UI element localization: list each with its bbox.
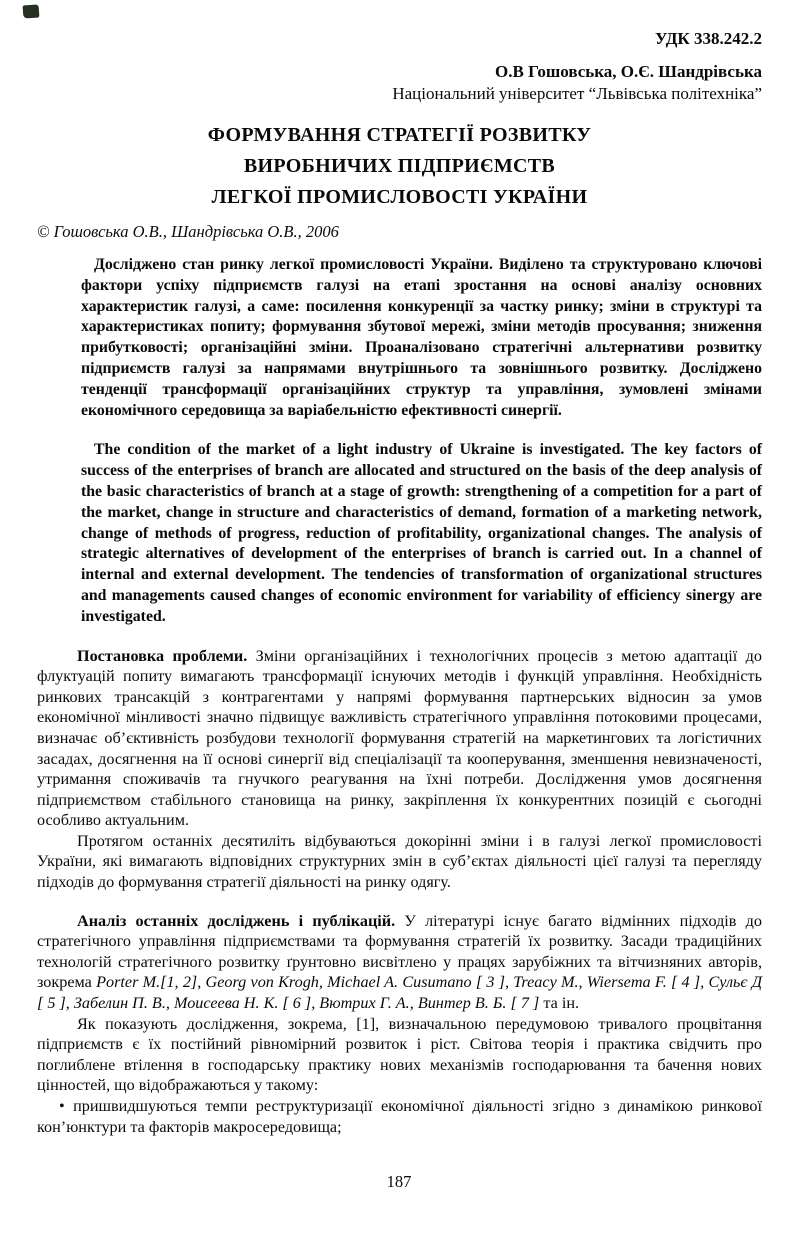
paragraph-problem-continued: Протягом останніх десятиліть відбуваються докорінні зміни і в галузі легкої промисловості України, які вимагають відповідних структурних змін в суб’єктах діяльності цієї галузі та перегляду підходів до формування стратегії діяльності на ринку одягу. [37, 831, 762, 892]
analysis-text-before: У літературі існує багато відмінних підходів до стратегічного управління підприємствами та формування стратегій їх розвитку. Засади традиційних технологій стратегічного розвитку ґрунтовно висвітлено у працях зарубіжних та вітчизняних авторів, зокрема [37, 911, 762, 992]
bullet-item [37, 1096, 762, 1137]
bullet-marker: • [59, 1097, 65, 1116]
udc-code: УДК 338.242.2 [654, 29, 762, 48]
bullet-text: пришвидшуються темпи реструктуризації економічної діяльності згідно з динамікою ринкової кон’юнктури та факторів макросередовища; [37, 1097, 762, 1136]
page-number: 187 [386, 1172, 412, 1191]
analysis-text-after: та ін. [539, 994, 580, 1013]
header-block [37, 28, 762, 104]
copyright-line: © Гошовська О.В., Шандрівська О.В., 2006 [37, 222, 339, 241]
paper-title-line-1: ФОРМУВАННЯ СТРАТЕГІЇ РОЗВИТКУ [207, 124, 592, 146]
scan-artifact-mark [23, 4, 40, 18]
section-heading-problem: Постановка проблеми. [77, 646, 248, 665]
affiliation-line: Національний університет “Львівська політехніка” [392, 84, 762, 103]
paper-title-line-3: ЛЕГКОЇ ПРОМИСЛОВОСТІ УКРАЇНИ [211, 186, 588, 208]
cited-authors-italic: Porter M.[1, 2], Georg von Krogh, Michael A. Cusumano [ 3 ], Treacy M., Wiersema F. [ 4 ], Сульє Д [ 5 ], Забелин П. В., Моисеева Н. К. [ 6 ], Вютрих Г. А., Винтер В. Б. [ 7 ] [37, 973, 763, 1013]
paragraph-analysis-of-research [37, 911, 762, 1014]
paper-title [37, 120, 762, 213]
paper-title-line-2: ВИРОБНИЧИХ ПІДПРИЄМСТВ [243, 155, 556, 177]
problem-text: Зміни організаційних і технологічних процесів з метою адаптації до флуктуацій попиту вимагають трансформації існуючих методів і функцій управління. Необхідність ринкових трансакцій з контрагентами у напрямі формування партнерських відносин за умов економічної мінливості значно підвищує важливість стратегічного управління потоковими процесами, визначає об’єктивність розбудови технології формування стратегій на маркетингових та логістичних засадах, досягнення на її основі синергії від спеціалізації та кооперування, зменшення невизначеності, утримання споживачів та гнучкого реагування на їхні потреби. Дослідження умов досягнення підприємством стабільного становища на ринку, закріплення їх конкурентних позицій є сьогодні особливо актуальним. [37, 646, 763, 830]
section-heading-analysis: Аналіз останніх досліджень і публікацій. [77, 911, 396, 930]
paragraph-problem-statement [37, 646, 762, 831]
authors-line: О.В Гошовська, О.Є. Шандрівська [495, 62, 762, 81]
paragraph-research-findings: Як показують дослідження, зокрема, [1], визначальною передумовою тривалого процвітання підприємств є їх постійний рівномірний розвиток і ріст. Світова теорія і практика свідчить про поглиблене втілення в господарську практику нових механізмів господарювання та бачення нових цінностей, що відображаються у такому: [37, 1014, 762, 1095]
abstract-ukrainian: Досліджено стан ринку легкої промисловості України. Виділено та структуровано ключові фактори успіху підприємств галузі на етапі зростання на основі аналізу основних характеристик галузі, а саме: посилення конкуренції за частку ринку; зміни в структурі та характеристиках попиту; формування збутової мережі, зміни методів просування; зниження прибутковості; організаційні зміни. Проаналізовано стратегічні альтернативи розвитку підприємств галузі за напрямами внутрішнього та зовнішнього розвитку. Досліджено тенденції трансформації організаційних структур та управління, зумовлені змінами економічного середовища за варіабельністю ефективності синергії. [81, 256, 762, 419]
abstract-english: The condition of the market of a light industry of Ukraine is investigated. The key factors of success of the enterprises of branch are allocated and structured on the basis of the deep analysis of the basic characteristics of branch at a stage of growth: strengthening of a competition for a part of the market, change in structure and characteristics of demand, formation of a marketing network, change of methods of progress, reduction of profitability, organizational changes. The analysis of strategic alternatives of development of the enterprises of branch is carried out. In a channel of internal and external development. The tendencies of transformation of organizational structures and managements caused changes of economic environment for variability of efficiency sinergy are investigated. [81, 441, 762, 625]
